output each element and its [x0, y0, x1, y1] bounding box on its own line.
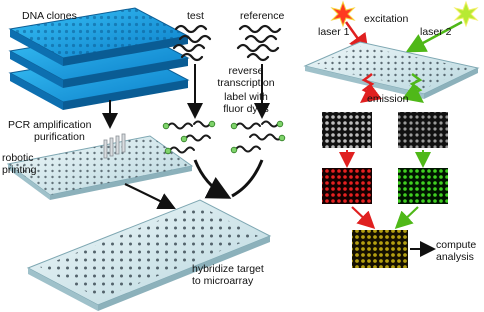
label-emission: emission: [367, 93, 409, 105]
starburst-red-icon: [332, 2, 354, 26]
microarray-slide: [28, 200, 270, 311]
arrow-test-merge: [195, 160, 226, 196]
label-robotic-printing: [2, 152, 36, 176]
dna-clone-plate-stack: [10, 8, 188, 110]
gray-scan-left: [322, 112, 372, 148]
label-laser1: laser 1: [318, 26, 350, 38]
label-hybridize-line2: to microarray: [192, 275, 254, 287]
label-compute-analysis: [436, 239, 476, 263]
arrow-red-to-overlay: [352, 207, 372, 226]
label-fluor-dyes-line1: label with: [224, 91, 268, 103]
label-compute-line1: compute: [436, 239, 477, 251]
label-robotic-line2: printing: [2, 164, 37, 176]
label-pcr: [8, 119, 91, 143]
arrow-printing-to-microarray: [125, 184, 172, 207]
label-reverse-transcription-line2: transcription: [217, 77, 275, 89]
reference-mrna-strands: [238, 26, 280, 60]
label-pcr-line2: purification: [34, 131, 85, 143]
label-compute-line2: analysis: [436, 251, 474, 263]
label-test: test: [187, 10, 204, 22]
starburst-green-icon: [455, 2, 477, 26]
label-excitation: excitation: [364, 13, 409, 25]
label-robotic-line1: robotic: [2, 152, 34, 164]
label-fluor-dyes-line2: fluor dyes: [223, 103, 269, 115]
green-channel-image: [398, 168, 448, 204]
label-reverse-transcription: [200, 65, 292, 89]
arrow-reference-merge: [232, 160, 262, 196]
gray-scan-right: [398, 112, 448, 148]
label-hybridize-line1: hybridize target: [192, 263, 264, 275]
labeled-reference-cdna: [231, 121, 285, 153]
label-reference: reference: [240, 10, 285, 22]
label-fluor-dyes: [200, 91, 292, 115]
label-hybridize: [192, 263, 264, 287]
red-channel-image: [322, 168, 372, 204]
labeled-test-cdna: [163, 121, 215, 154]
scan-slide: [305, 42, 478, 99]
label-reverse-transcription-line1: reverse: [228, 65, 264, 77]
overlay-image: [352, 230, 408, 268]
arrow-green-to-overlay: [398, 207, 418, 226]
label-dna-clones: DNA clones: [22, 10, 77, 22]
label-pcr-line1: PCR amplification: [8, 119, 92, 131]
label-laser2: laser 2: [420, 26, 452, 38]
